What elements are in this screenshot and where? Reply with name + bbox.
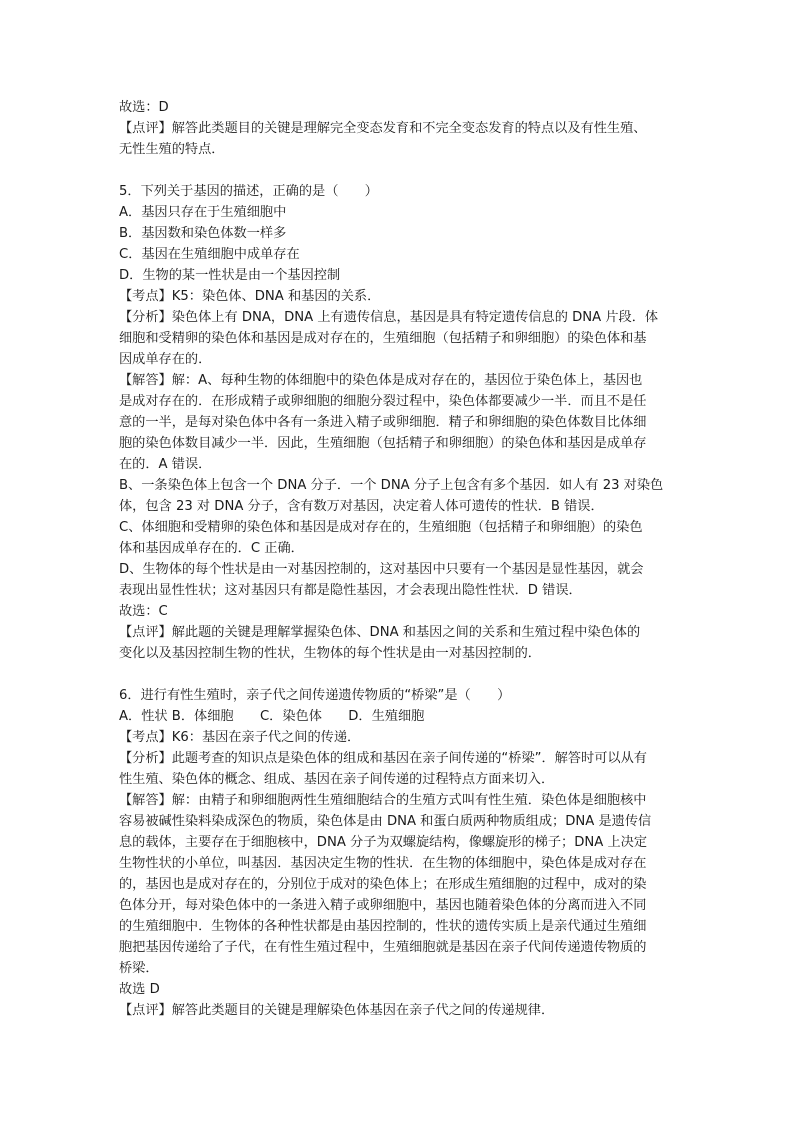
q6-jieda-line: 息的载体，主要存在于细胞核中，DNA 分子为双螺旋结构，像螺旋形的梯子；DNA 上决定 [119,835,648,850]
q6-jieda-line: 色体分开，每对染色体中的一条进入精子或卵细胞中，基因也随着染色体的分离而进入不同 [119,898,647,913]
q5-fenxi-line: 细胞和受精卵的染色体和基因是成对存在的，生殖细胞（包括精子和卵细胞）的染色体和基 [119,331,647,346]
q5-option-d: D．生物的某一性状是由一个基因控制 [119,268,341,283]
q5-jieda-line: 【解答】解：A、每种生物的体细胞中的染色体是成对存在的，基因位于染色体上，基因也 [119,373,643,388]
q5-jieda-line: 在的．A 错误． [119,457,212,472]
q6-jieda-line: 的，基因也是成对存在的，分别位于成对的染色体上；在形成生殖细胞的过程中，成对的染 [119,877,647,892]
q5-fenxi-line: 因成单存在的． [119,352,212,367]
q6-jieda-line: 胞把基因传递给了子代，在有性生殖过程中，生殖细胞就是基因在亲子代间传递遗传物质的 [119,940,647,955]
q6-jieda-line: 生物性状的小单位，叫基因．基因决定生物的性状．在生物的体细胞中，染色体是成对存在 [119,856,647,871]
q6-stem: 6．进行有性生殖时，亲子代之间传递遗传物质的“桥梁”是（ ） [119,688,511,703]
document-page [119,97,681,1021]
q5-stem: 5．下列关于基因的描述，正确的是（ ） [119,184,378,199]
q5-jieda-line: 意的一半，是每对染色体中各有一条进入精子或卵细胞．精子和卵细胞的染色体数目比体细 [119,415,647,430]
q5-jieda-line: 体和基因成单存在的．C 正确． [119,541,304,556]
q5-option-c: C．基因在生殖细胞中成单存在 [119,247,300,262]
q5-answer: 故选：C [119,604,168,619]
q5-option-a: A．基因只存在于生殖细胞中 [119,205,287,220]
q5-kaodian: 【考点】K5：染色体、DNA 和基因的关系． [119,289,381,304]
q6-fenxi-line: 【分析】此题考查的知识点是染色体的组成和基因在亲子间传递的“桥梁”．解答时可以从有 [119,751,647,766]
prev-comment-line: 无性生殖的特点． [119,142,225,157]
q6-comment-line: 【点评】解答此类题目的关键是理解染色体基因在亲子代之间的传递规律． [119,1003,555,1018]
q6-kaodian: 【考点】K6：基因在亲子代之间的传递． [119,730,361,745]
q5-jieda-line: B、一条染色体上包含一个 DNA 分子．一个 DNA 分子上包含有多个基因．如人有 23 对染色 [119,478,664,493]
q5-jieda-line: 体，包含 23 对 DNA 分子，含有数万对基因，决定着人体可遗传的性状．B 错误． [119,499,604,514]
q5-jieda-line: 是成对存在的．在形成精子或卵细胞的细胞分裂过程中，染色体都要减少一半．而且不是任 [119,394,647,409]
q6-options: A．性状 B．体细胞 C．染色体 D．生殖细胞 [119,709,425,724]
prev-answer: 故选：D [119,100,169,115]
prev-comment-line: 【点评】解答此类题目的关键是理解完全变态发育和不完全变态发育的特点以及有性生殖、 [119,121,647,136]
q5-comment-line: 变化以及基因控制生物的性状，生物体的每个性状是由一对基因控制的． [119,646,541,661]
q6-jieda-line: 的生殖细胞中．生物体的各种性状都是由基因控制的，性状的遗传实质上是亲代通过生殖细 [119,919,647,934]
q5-option-b: B．基因数和染色体数一样多 [119,226,287,241]
q5-jieda-line: 胞的染色体数目减少一半．因此，生殖细胞（包括精子和卵细胞）的染色体和基因是成单存 [119,436,647,451]
q5-comment-line: 【点评】解此题的关键是理解掌握染色体、DNA 和基因之间的关系和生殖过程中染色体的 [119,625,641,640]
q5-jieda-line: D、生物体的每个性状是由一对基因控制的，这对基因中只要有一个基因是显性基因，就会 [119,562,644,577]
q6-jieda-line: 容易被碱性染料染成深色的物质，染色体是由 DNA 和蛋白质两种物质组成；DNA 是遗传信 [119,814,652,829]
q6-fenxi-line: 性生殖、染色体的概念、组成、基因在亲子间传递的过程特点方面来切入． [119,772,555,787]
q5-jieda-line: 表现出显性性状；这对基因只有都是隐性基因，才会表现出隐性性状．D 错误． [119,583,582,598]
q5-fenxi-line: 【分析】染色体上有 DNA，DNA 上有遗传信息，基因是具有特定遗传信息的 DNA 片段．体 [119,310,659,325]
q5-jieda-line: C、体细胞和受精卵的染色体和基因是成对存在的，生殖细胞（包括精子和卵细胞）的染色 [119,520,643,535]
q6-jieda-line: 桥梁． [119,961,159,976]
spacer [119,664,681,685]
q6-answer: 故选 D [119,982,160,997]
q6-jieda-line: 【解答】解：由精子和卵细胞两性生殖细胞结合的生殖方式叫有性生殖．染色体是细胞核中 [119,793,647,808]
spacer [119,160,681,181]
